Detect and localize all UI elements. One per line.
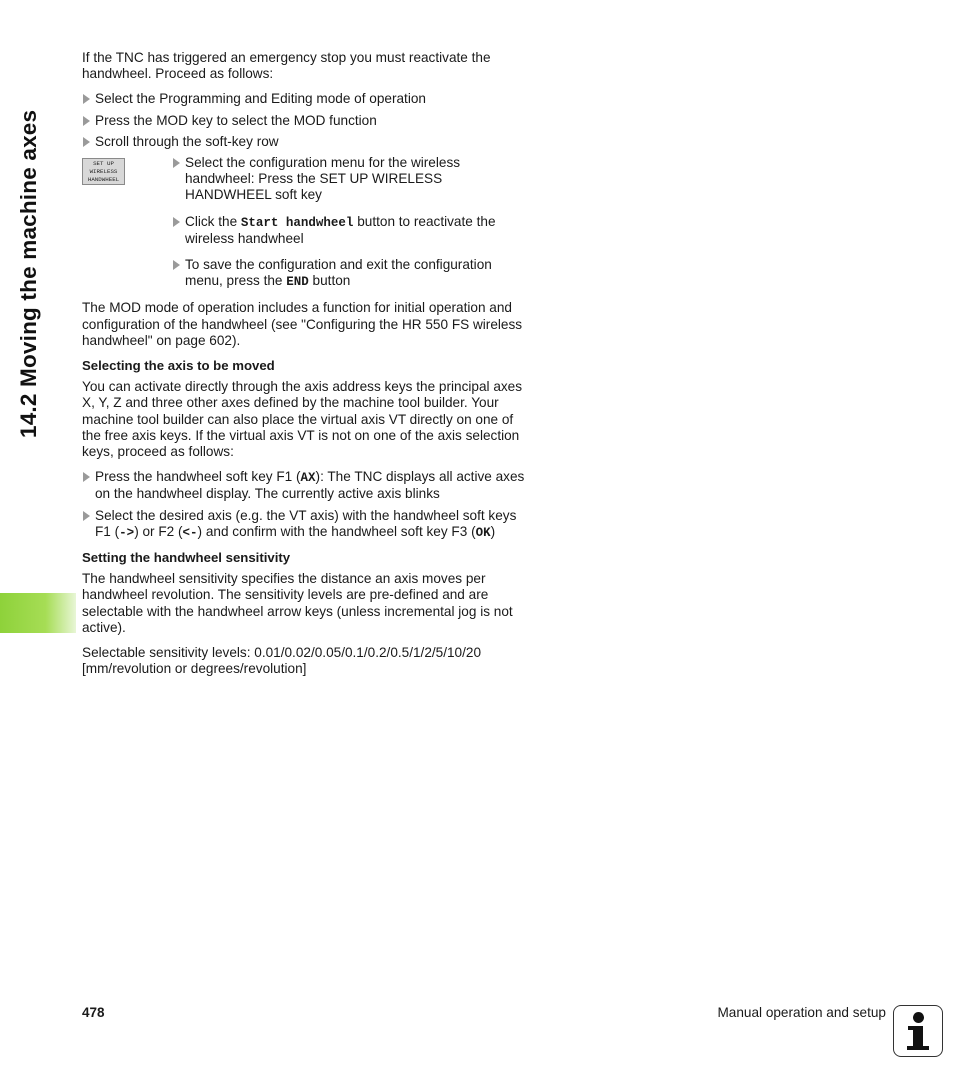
step-text: Select the Programming and Editing mode of operation [95, 91, 426, 107]
axis-step-text: ) or F2 ( [134, 523, 183, 539]
sub-step-item [173, 214, 527, 247]
page-content [82, 50, 527, 687]
info-icon [893, 1005, 943, 1057]
sub-step-item [173, 155, 527, 204]
sub-step-text: button [308, 273, 351, 289]
info-icon-base [907, 1046, 929, 1050]
bullet-arrow-icon [83, 472, 90, 482]
sub-step-item [173, 257, 527, 290]
axis-step-text: Press the handwheel soft key F1 ( [95, 469, 301, 485]
axis-step-text: ) and confirm with the handwheel soft key F3 ( [197, 523, 476, 539]
axis-step-item [82, 469, 527, 502]
bullet-arrow-icon [173, 158, 180, 168]
sensitivity-paragraph: The handwheel sensitivity specifies the distance an axis moves per handwheel revolution. The sensitivity levels are pre-defined and are selectable with the handwheel arrow keys (unless incremental jog is not active). [82, 571, 513, 635]
sub-step-text: button to reactivate the wireless handwheel [185, 213, 496, 246]
softkey-label-line: SET UP [93, 160, 114, 167]
step-item [82, 113, 527, 129]
bullet-arrow-icon [173, 217, 180, 227]
intro-paragraph: If the TNC has triggered an emergency stop you must reactivate the handwheel. Proceed as follows: [82, 50, 491, 82]
softkey-code: OK [475, 525, 491, 540]
sub-step-text: Select the configuration menu for the wireless handwheel: Press the SET UP WIRELESS HANDWHEEL soft key [185, 155, 461, 203]
softkey-code: AX [300, 471, 316, 486]
bullet-arrow-icon [83, 116, 90, 126]
step-item [82, 91, 527, 107]
softkey-label-line: WIRELESS [89, 168, 118, 175]
softkey-code: <- [182, 525, 198, 540]
chapter-name: Manual operation and setup [717, 1005, 886, 1020]
step-text: Scroll through the soft-key row [95, 133, 279, 149]
step-item [82, 134, 527, 150]
page-number: 478 [82, 1005, 105, 1020]
axis-step-text: Select the desired axis (e.g. the VT axis) with the handwheel soft keys F1 ( [95, 507, 517, 539]
bullet-arrow-icon [173, 260, 180, 270]
heading-axis-selection: Selecting the axis to be moved [82, 358, 275, 374]
axis-step-item [82, 508, 527, 541]
axis-paragraph: You can activate directly through the axis address keys the principal axes X, Y, Z and three other axes defined by the machine tool builder. Your machine tool builder can also place the virtual axis VT directly on one of the free axis keys. If the virtual axis VT is not on one of the axis selection keys, proceed as follows: [82, 379, 523, 460]
sub-step-text: To save the configuration and exit the configuration menu, press the [185, 257, 492, 289]
heading-sensitivity: Setting the handwheel sensitivity [82, 550, 291, 566]
softkey-label-line: HANDWHEEL [87, 176, 120, 183]
bullet-arrow-icon [83, 94, 90, 104]
sub-step-text: Click the [185, 213, 241, 229]
info-icon-dot [913, 1012, 924, 1023]
step-text: Press the MOD key to select the MOD function [95, 112, 377, 128]
section-title-text: 14.2 Moving the machine axes [16, 109, 41, 438]
end-button-label: END [286, 275, 309, 290]
chapter-tab-marker [0, 593, 76, 633]
axis-step-text: ): The TNC displays all active axes on the handwheel display. The currently active axis blinks [95, 469, 525, 502]
bullet-arrow-icon [83, 137, 90, 147]
start-handwheel-button-label: Start handwheel [240, 215, 354, 230]
section-title [16, 40, 56, 440]
bullet-arrow-icon [83, 511, 90, 521]
mod-paragraph: The MOD mode of operation includes a function for initial operation and configuration of the handwheel (see "Configuring the HR 550 FS wireless handwheel" on page 602). [82, 300, 523, 348]
axis-step-text: ) [490, 523, 496, 539]
softkey-code: -> [119, 525, 135, 540]
setup-wireless-handwheel-softkey[interactable] [82, 158, 125, 185]
levels-paragraph: Selectable sensitivity levels: 0.01/0.02/0.05/0.1/0.2/0.5/1/2/5/10/20 [mm/revolution or degrees/revolution] [82, 645, 482, 677]
